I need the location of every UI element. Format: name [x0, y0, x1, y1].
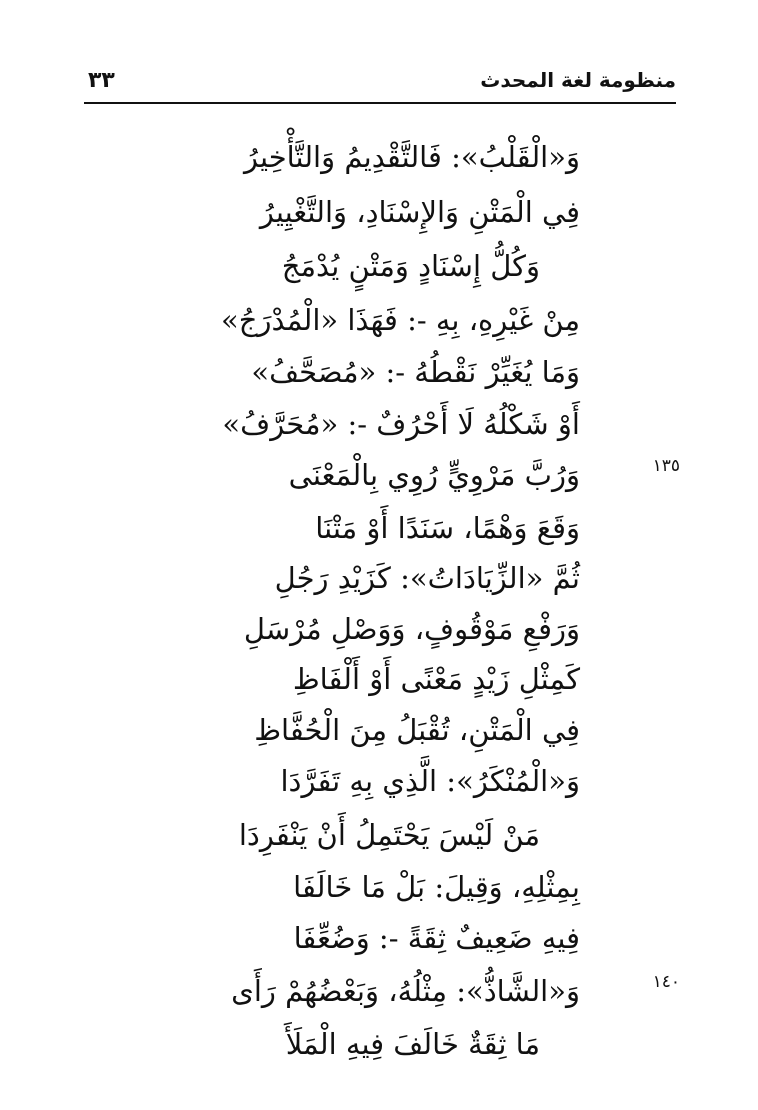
running-title: منظومة لغة المحدث	[480, 68, 676, 92]
verse-text: وَكُلُّ إِسْنَادٍ وَمَتْنٍ يُدْمَجُ	[281, 249, 540, 283]
verse-line	[80, 132, 680, 182]
verse-text: مَنْ لَيْسَ يَحْتَمِلُ أَنْ يَنْفَرِدَا	[238, 818, 540, 852]
page-number: ٣٣	[88, 68, 115, 93]
verse-text: أَوْ شَكْلُهُ لَا أَحْرُفٌ -: «مُحَرَّفُ»	[222, 407, 580, 441]
verse-line	[80, 654, 680, 704]
page-header	[84, 62, 676, 102]
verse-line	[80, 810, 680, 860]
verse-line	[80, 604, 680, 654]
verse-line	[80, 347, 680, 397]
verse-line	[80, 450, 680, 500]
verse-line	[80, 1019, 680, 1069]
verse-text: وَ«الشَّاذُّ»: مِثْلُهُ، وَبَعْضُهُمْ رَأَى	[231, 974, 580, 1008]
verse-line	[80, 241, 680, 291]
verse-text: فِي الْمَتْنِ، تُقْبَلُ مِنَ الْحُفَّاظِ	[254, 713, 580, 747]
verse-line	[80, 553, 680, 603]
verse-text: وَقَعَ وَهْمًا، سَنَدًا أَوْ مَتْنَا	[315, 511, 580, 545]
verse-text: فِي الْمَتْنِ وَالإِسْنَادِ، وَالتَّغْيِيرُ	[259, 195, 580, 229]
verse-line	[80, 503, 680, 553]
verse-line	[80, 295, 680, 345]
verse-text: وَمَا يُغَيِّرْ نَقْطُهُ -: «مُصَحَّفُ»	[251, 355, 580, 389]
verse-line	[80, 862, 680, 912]
verse-text: بِمِثْلِهِ، وَقِيلَ: بَلْ مَا خَالَفَا	[293, 870, 580, 904]
verse-line	[80, 756, 680, 806]
verse-text: وَرُبَّ مَرْوِيٍّ رُوِي بِالْمَعْنَى	[288, 458, 580, 492]
verse-line	[80, 913, 680, 963]
verse-line	[80, 705, 680, 755]
verse-number: ١٣٥	[652, 456, 680, 476]
verse-line	[80, 399, 680, 449]
verse-text: مِنْ غَيْرِهِ، بِهِ -: فَهَذَا «الْمُدْرَجُ»	[221, 303, 580, 337]
verse-line	[80, 187, 680, 237]
header-rule	[84, 102, 676, 104]
verse-text: وَ«الْقَلْبُ»: فَالتَّقْدِيمُ وَالتَّأْخِيرُ	[243, 140, 580, 174]
verse-number: ١٤٠	[652, 972, 680, 992]
verse-line	[80, 966, 680, 1016]
verse-text: وَ«الْمُنْكَرُ»: الَّذِي بِهِ تَفَرَّدَا	[280, 764, 580, 798]
verse-text: مَا ثِقَةٌ خَالَفَ فِيهِ الْمَلَأَ	[285, 1027, 540, 1061]
verse-text: فِيهِ ضَعِيفٌ ثِقَةً -: وَضُعِّفَا	[293, 921, 580, 955]
verse-text: ثُمَّ «الزِّيَادَاتُ»: كَزَيْدِ رَجُلِ	[274, 561, 580, 595]
verse-text: وَرَفْعِ مَوْقُوفٍ، وَوَصْلِ مُرْسَلِ	[243, 612, 580, 646]
verse-text: كَمِثْلِ زَيْدٍ مَعْنًى أَوْ أَلْفَاظِ	[292, 662, 580, 696]
